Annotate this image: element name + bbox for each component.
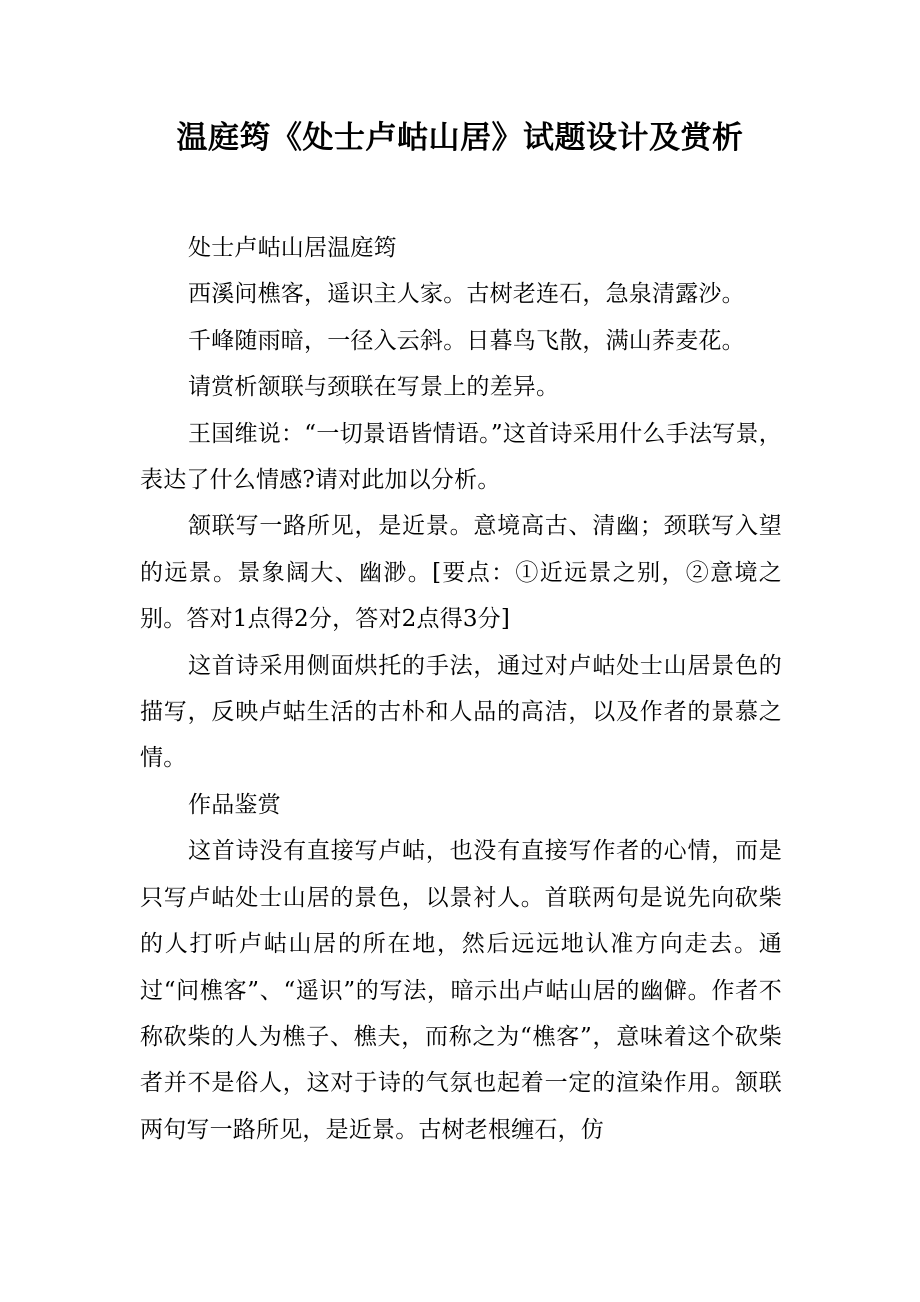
document-title: 温庭筠《处士卢岵山居》试题设计及赏析 (176, 120, 744, 156)
poem-line-2: 千峰随雨暗，一径入云斜。日暮鸟飞散，满山荞麦花。 (188, 327, 745, 354)
appreciation-paragraph: 这首诗没有直接写卢岵，也没有直接写作者的心情，而是只写卢岵处士山居的景色，以景衬人。首联两句是说先向砍柴的人打听卢岵山居的所在地，然后远远地认准方向走去。通过“问樵客”、“遥识”的写法，暗示出卢岵山居的幽僻。作者不称砍柴的人为樵子、樵夫，而称之为“樵客”，意味着这个砍柴者并不是俗人，这对于诗的气氛也起着一定的渲染作用。颔联两句写一路所见，是近景。古树老根缠石，仿 (140, 838, 782, 1143)
poem-line-1: 西溪问樵客，遥识主人家。古树老连石，急泉清露沙。 (188, 281, 745, 308)
answer-2: 这首诗采用侧面烘托的手法，通过对卢岵处士山居景色的描写，反映卢蛄生活的古朴和人品的高洁，以及作者的景慕之情。 (140, 652, 782, 772)
document-body (140, 225, 782, 1153)
question-1: 请赏析颔联与颈联在写景上的差异。 (188, 374, 560, 401)
answer-1: 颔联写一路所见，是近景。意境高古、清幽；颈联写入望的远景。景象阔大、幽渺。[要点：①近远景之别，②意境之别。答对1点得2分，答对2点得3分] (140, 513, 782, 633)
poem-heading: 处士卢岵山居温庭筠 (188, 235, 397, 261)
section-heading-appreciation: 作品鉴赏 (188, 791, 281, 818)
question-2: 王国维说：“一切景语皆情语。”这首诗采用什么手法写景，表达了什么情感?请对此加以分析。 (140, 420, 782, 494)
